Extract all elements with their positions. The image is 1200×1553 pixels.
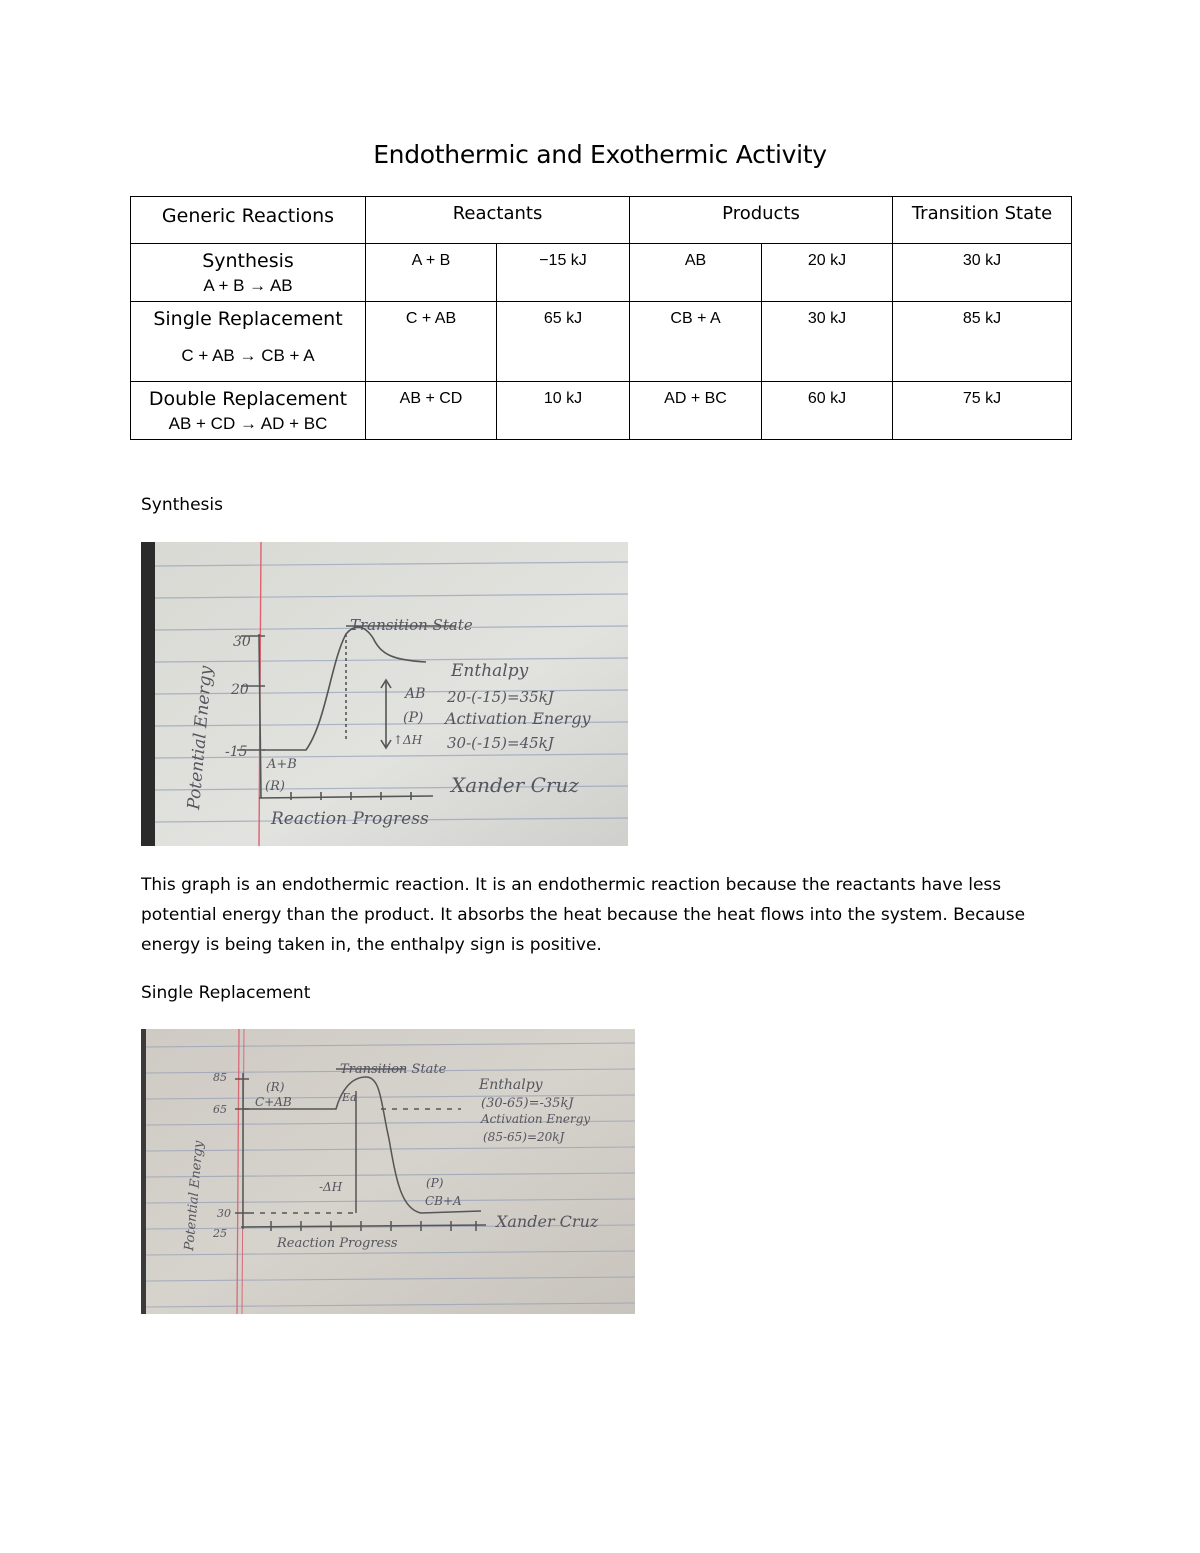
reaction-name-cell [131, 382, 366, 440]
table-row [131, 302, 1072, 382]
table-row [131, 382, 1072, 440]
reactions-table [130, 196, 1072, 440]
table-header-row [131, 197, 1072, 244]
sketch2-reactant-tag: (R) [266, 1080, 285, 1094]
product-cell: AD + BC [630, 382, 762, 440]
transition-energy-cell: 75 kJ [893, 382, 1072, 440]
sketch1-x-label: Reaction Progress [271, 809, 429, 829]
sketch1-product-label: AB [405, 686, 426, 702]
sketch1-activation-label: Activation Energy [445, 709, 591, 728]
page-title: Endothermic and Exothermic Activity [373, 140, 827, 169]
sketch2-x-label: Reaction Progress [277, 1236, 398, 1251]
reactant-energy-cell: −15 kJ [497, 244, 630, 302]
sketch2-reactant-label: C+AB [255, 1095, 292, 1109]
reaction-name-cell [131, 244, 366, 302]
transition-energy-cell: 30 kJ [893, 244, 1072, 302]
reaction-equation: AB + CD → AD + BC [168, 414, 328, 433]
sketch1-transition-label: Transition State [350, 616, 473, 634]
reactant-cell: AB + CD [366, 382, 497, 440]
product-energy-cell: 60 kJ [762, 382, 893, 440]
reactant-energy-cell: 10 kJ [497, 382, 630, 440]
reaction-name-cell [131, 302, 366, 382]
sketch2-product-tag: (P) [426, 1176, 444, 1190]
single-replacement-diagram-photo [141, 1029, 635, 1314]
sketch2-tick-25: 25 [213, 1227, 227, 1240]
synthesis-section-label: Synthesis [141, 495, 223, 515]
sketch1-tick-neg15: -15 [225, 744, 248, 760]
sketch2-product-label: CB+A [425, 1194, 462, 1208]
sketch1-tick-30: 30 [233, 634, 251, 650]
sketch1-reactant-tag: (R) [265, 779, 285, 794]
product-energy-cell: 30 kJ [762, 302, 893, 382]
reaction-name: Double Replacement [148, 388, 348, 410]
reactant-cell: A + B [366, 244, 497, 302]
reaction-name: Synthesis [202, 250, 294, 272]
single-replacement-section-label: Single Replacement [141, 983, 311, 1003]
sketch1-reactant-label: A+B [267, 757, 297, 772]
header-reactants: Reactants [366, 197, 630, 244]
sketch2-ea-label: Ea [342, 1091, 357, 1104]
sketch2-activation-label: Activation Energy [481, 1112, 591, 1126]
table-row [131, 244, 1072, 302]
sketch1-author: Xander Cruz [451, 773, 579, 797]
sketch1-activation-calc: 30-(-15)=45kJ [447, 734, 554, 752]
sketch2-tick-85: 85 [213, 1071, 227, 1084]
sketch2-activation-calc: (85-65)=20kJ [483, 1130, 565, 1144]
sketch2-dh-label: -ΔH [319, 1180, 343, 1194]
header-transition-state: Transition State [893, 197, 1072, 244]
sketch1-dh-label: ↑ΔH [393, 733, 423, 747]
sketch1-y-label: Potential Energy [184, 665, 217, 811]
sketch2-tick-65: 65 [213, 1103, 227, 1116]
synthesis-explanation: This graph is an endothermic reaction. It is an endothermic reaction because the reactants have less potential energy than the product. It absorbs the heat because the heat flows into the system. Because energy is being taken in, the enthalpy sign is positive. [141, 875, 1026, 955]
sketch2-enthalpy-label: Enthalpy [479, 1077, 543, 1093]
header-generic-reactions: Generic Reactions [131, 197, 366, 244]
sketch1-tick-20: 20 [231, 682, 249, 698]
transition-energy-cell: 85 kJ [893, 302, 1072, 382]
sketch2-transition-label: Transition State [340, 1062, 447, 1077]
sketch1-enthalpy-label: Enthalpy [451, 661, 529, 681]
reactant-energy-cell: 65 kJ [497, 302, 630, 382]
product-cell: AB [630, 244, 762, 302]
product-energy-cell: 20 kJ [762, 244, 893, 302]
sketch1-product-tag: (P) [403, 710, 424, 726]
reactant-cell: C + AB [366, 302, 497, 382]
sketch2-author: Xander Cruz [496, 1212, 599, 1231]
sketch2-enthalpy-calc: (30-65)=-35kJ [481, 1096, 574, 1111]
synthesis-diagram-photo [141, 542, 628, 846]
product-cell: CB + A [630, 302, 762, 382]
reaction-equation: A + B → AB [203, 276, 293, 295]
header-products: Products [630, 197, 893, 244]
sketch2-y-label: Potential Energy [182, 1140, 207, 1252]
sketch2-tick-30: 30 [217, 1207, 231, 1220]
sketch1-enthalpy-calc: 20-(-15)=35kJ [447, 688, 554, 706]
reaction-name: Single Replacement [153, 308, 343, 330]
reaction-equation: C + AB → CB + A [181, 346, 315, 365]
